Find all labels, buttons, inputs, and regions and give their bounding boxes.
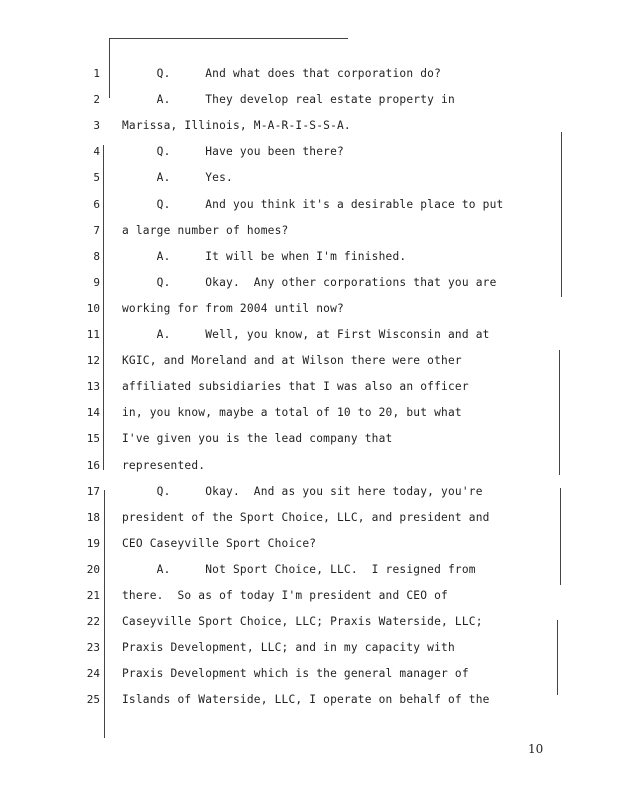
line-text: A. It will be when I'm finished. xyxy=(122,249,407,263)
transcript-line xyxy=(0,221,618,241)
transcript-line xyxy=(0,482,618,502)
line-number: 13 xyxy=(86,380,100,394)
line-text: Islands of Waterside, LLC, I operate on behalf of the xyxy=(122,693,490,707)
line-text: president of the Sport Choice, LLC, and president and xyxy=(122,510,490,524)
line-text: A. They develop real estate property in xyxy=(122,93,455,107)
line-number: 19 xyxy=(86,536,100,550)
transcript-line xyxy=(0,64,618,84)
page-number: 10 xyxy=(528,742,544,756)
transcript-line xyxy=(0,690,618,710)
line-number: 10 xyxy=(86,301,100,315)
line-number: 4 xyxy=(93,145,100,159)
line-text: in, you know, maybe a total of 10 to 20, but what xyxy=(122,406,462,420)
transcript-line xyxy=(0,351,618,371)
transcript-line xyxy=(0,534,618,554)
line-number: 23 xyxy=(86,641,100,655)
line-text: Q. Okay. Any other corporations that you are xyxy=(122,275,497,289)
transcript-line xyxy=(0,90,618,110)
transcript-line xyxy=(0,195,618,215)
transcript-line xyxy=(0,664,618,684)
line-text: there. So as of today I'm president and CEO of xyxy=(122,589,448,602)
line-number: 8 xyxy=(93,249,100,263)
line-number: 18 xyxy=(86,510,100,524)
line-text: CEO Caseyville Sport Choice? xyxy=(122,536,317,550)
transcript-line xyxy=(0,612,618,632)
line-text: affiliated subsidiaries that I was also an officer xyxy=(122,380,469,394)
line-text: KGIC, and Moreland and at Wilson there were other xyxy=(122,354,462,368)
line-number: 12 xyxy=(86,354,100,368)
line-text: Praxis Development which is the general manager of xyxy=(122,667,469,681)
line-text: working for from 2004 until now? xyxy=(122,301,344,315)
transcript-line xyxy=(0,299,618,319)
transcript-line xyxy=(0,508,618,528)
line-number: 3 xyxy=(93,119,100,133)
line-text: Marissa, Illinois, M-A-R-I-S-S-A. xyxy=(122,119,351,133)
line-text: I've given you is the lead company that xyxy=(122,432,393,446)
line-number: 14 xyxy=(86,406,100,420)
line-text: A. Not Sport Choice, LLC. I resigned from xyxy=(122,562,476,576)
transcript-line xyxy=(0,377,618,397)
line-number: 15 xyxy=(86,432,100,446)
transcript-line xyxy=(0,142,618,162)
line-text: represented. xyxy=(122,458,206,472)
line-text: Q. Okay. And as you sit here today, you're xyxy=(122,484,483,498)
transcript-line xyxy=(0,273,618,293)
line-text: Q. Have you been there? xyxy=(122,145,344,159)
line-number: 21 xyxy=(86,589,100,602)
line-text: Praxis Development, LLC; and in my capacity with xyxy=(122,641,455,655)
line-number: 2 xyxy=(93,93,100,107)
line-number: 20 xyxy=(86,562,100,576)
top-border-line xyxy=(110,38,348,39)
line-number: 6 xyxy=(93,197,100,211)
transcript-line xyxy=(0,456,618,476)
transcript-line xyxy=(0,168,618,188)
line-number: 7 xyxy=(93,223,100,237)
line-number: 16 xyxy=(86,458,100,472)
line-text: Q. And what does that corporation do? xyxy=(122,67,442,80)
transcript-line xyxy=(0,116,618,136)
transcript-line xyxy=(0,429,618,449)
line-text: Caseyville Sport Choice, LLC; Praxis Waterside, LLC; xyxy=(122,615,483,629)
transcript-line xyxy=(0,560,618,580)
line-text: Q. And you think it's a desirable place to put xyxy=(122,197,504,211)
line-text: A. Yes. xyxy=(122,171,233,185)
line-text: a large number of homes? xyxy=(122,223,289,237)
line-number: 17 xyxy=(86,484,100,498)
line-text: A. Well, you know, at First Wisconsin and at xyxy=(122,328,490,341)
transcript-line xyxy=(0,403,618,423)
transcript-line xyxy=(0,325,618,345)
transcript-line xyxy=(0,586,618,606)
transcript-line xyxy=(0,247,618,267)
line-number: 22 xyxy=(86,615,100,629)
line-number: 25 xyxy=(86,693,100,707)
transcript-line xyxy=(0,638,618,658)
line-number: 11 xyxy=(86,328,100,341)
line-number: 24 xyxy=(86,667,100,681)
line-number: 5 xyxy=(93,171,100,185)
line-number: 9 xyxy=(93,275,100,289)
line-number: 1 xyxy=(93,67,100,80)
